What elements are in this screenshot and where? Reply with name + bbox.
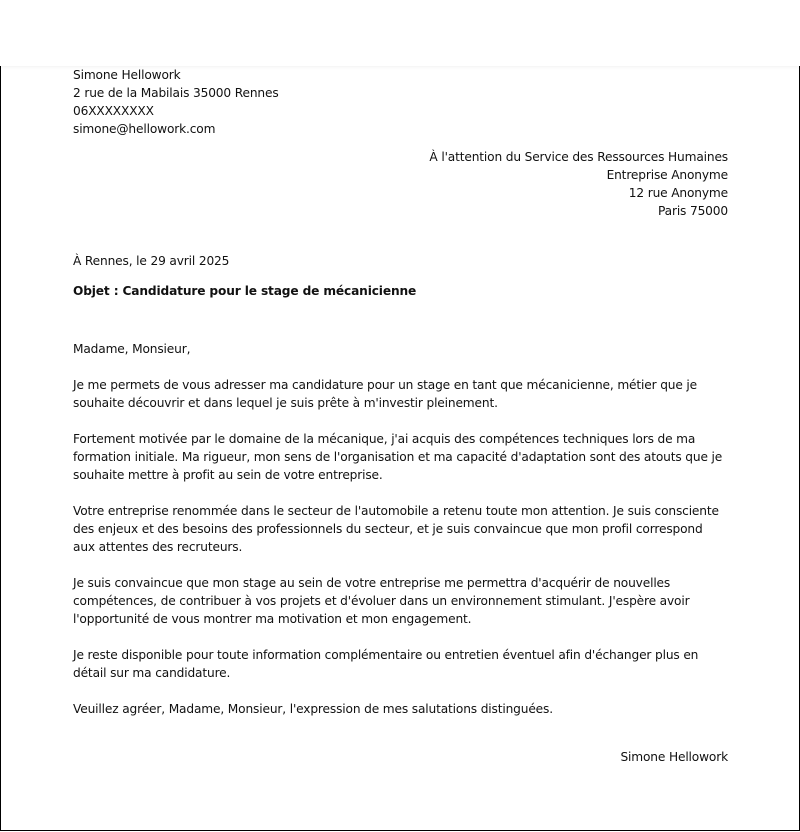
sender-phone: 06XXXXXXXX bbox=[73, 104, 154, 118]
paragraph-intro: Je me permets de vous adresser ma candidature pour un stage en tant que mécanicienne, métier que je souhaite découvrir et dans lequel je suis prête à m'investir pleinement. bbox=[73, 378, 698, 410]
letter-body bbox=[73, 340, 728, 736]
signature: Simone Hellowork bbox=[620, 750, 728, 764]
paragraph-goals: Je suis convaincue que mon stage au sein de votre entreprise me permettra d'acquérir de nouvelles compétences, de contribuer à vos projets et d'évoluer dans un environnement stimulant. J'espère avoir l'opportunité de vous montrer ma motivation et mon engagement. bbox=[73, 576, 690, 626]
recipient-company: Entreprise Anonyme bbox=[606, 168, 728, 182]
sender-address: 2 rue de la Mabilais 35000 Rennes bbox=[73, 86, 279, 100]
top-bar bbox=[0, 0, 800, 66]
paragraph-availability: Je reste disponible pour toute information complémentaire ou entretien éventuel afin d'échanger plus en détail sur ma candidature. bbox=[73, 648, 699, 680]
recipient-attention: À l'attention du Service des Ressources Humaines bbox=[429, 150, 728, 164]
letter-date: À Rennes, le 29 avril 2025 bbox=[73, 254, 230, 268]
paragraph-skills: Fortement motivée par le domaine de la mécanique, j'ai acquis des compétences techniques lors de ma formation initiale. Ma rigueur, mon sens de l'organisation et ma capacité d'adaptation sont des atouts que je souhaite mettre à profit au sein de votre entreprise. bbox=[73, 432, 723, 482]
recipient-city: Paris 75000 bbox=[657, 204, 728, 218]
recipient-street: 12 rue Anonyme bbox=[628, 186, 728, 200]
letter-page bbox=[0, 66, 800, 831]
sender-name: Simone Hellowork bbox=[73, 68, 181, 82]
closing-formula: Veuillez agréer, Madame, Monsieur, l'expression de mes salutations distinguées. bbox=[73, 702, 553, 716]
recipient-block bbox=[73, 148, 728, 220]
greeting: Madame, Monsieur, bbox=[73, 342, 191, 356]
paragraph-company: Votre entreprise renommée dans le secteur de l'automobile a retenu toute mon attention. Je suis consciente des enjeux et des besoins des professionnels du secteur, et je suis convaincue que mon profil correspond aux attentes des recruteurs. bbox=[73, 504, 719, 554]
letter-subject: Objet : Candidature pour le stage de mécanicienne bbox=[73, 284, 417, 298]
sender-email: simone@hellowork.com bbox=[73, 122, 216, 136]
sender-block bbox=[73, 66, 728, 138]
